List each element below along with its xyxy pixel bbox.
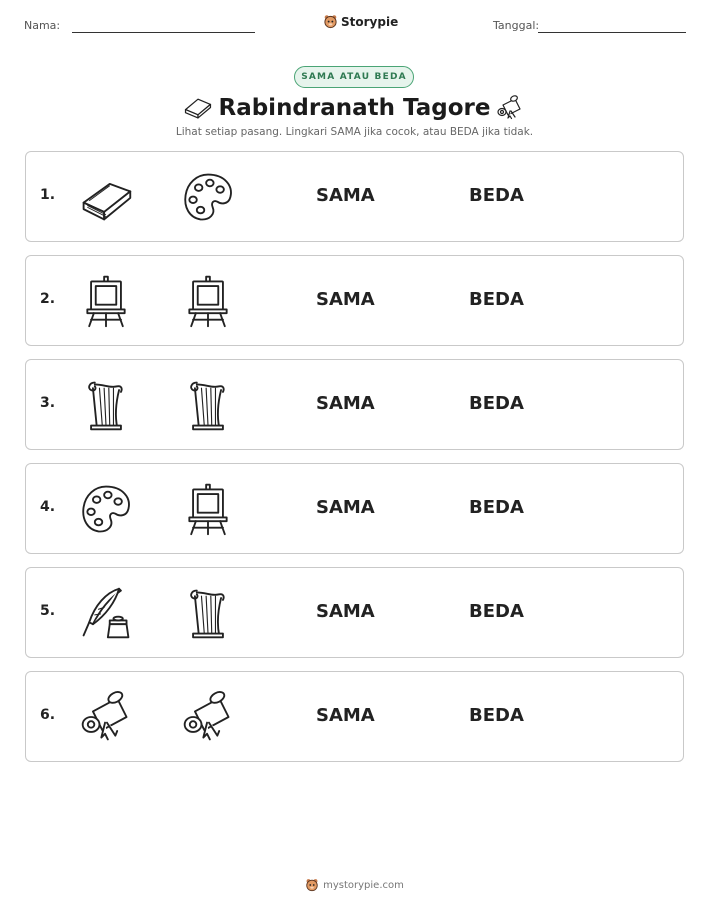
option-same[interactable]: SAMA [316, 705, 375, 726]
date-line[interactable] [538, 32, 686, 33]
book-icon [78, 169, 134, 225]
option-different[interactable]: BEDA [469, 497, 524, 518]
option-same[interactable]: SAMA [316, 393, 375, 414]
option-different[interactable]: BEDA [469, 705, 524, 726]
badge-label: SAMA ATAU BEDA [301, 72, 407, 82]
brand-name: Storypie [341, 14, 399, 29]
scroll-icon [78, 689, 134, 745]
palette-icon [180, 169, 236, 225]
harp-icon [78, 377, 134, 433]
question-number: 3. [40, 395, 56, 411]
footer [0, 878, 709, 892]
question-number: 6. [40, 707, 56, 723]
option-same[interactable]: SAMA [316, 289, 375, 310]
question-row [25, 255, 684, 346]
option-same[interactable]: SAMA [316, 185, 375, 206]
activity-badge [294, 66, 414, 88]
question-number: 2. [40, 291, 56, 307]
instructions: Lihat setiap pasang. Lingkari SAMA jika cocok, atau BEDA jika tidak. [175, 126, 534, 138]
option-different[interactable]: BEDA [469, 289, 524, 310]
date-label: Tanggal: [493, 19, 540, 32]
palette-icon [78, 481, 134, 537]
scroll-icon [180, 689, 236, 745]
option-different[interactable]: BEDA [469, 185, 524, 206]
quill-ink-icon [78, 585, 134, 641]
scroll-icon [494, 94, 526, 126]
question-row [25, 359, 684, 450]
question-row [25, 463, 684, 554]
name-label: Nama: [24, 19, 61, 32]
question-number: 5. [40, 603, 56, 619]
question-row [25, 671, 684, 762]
footer-url[interactable]: mystorypie.com [323, 879, 404, 891]
question-row [25, 151, 684, 242]
option-same[interactable]: SAMA [316, 601, 375, 622]
brand-logo [323, 14, 398, 29]
option-different[interactable]: BEDA [469, 393, 524, 414]
question-number: 4. [40, 499, 56, 515]
question-number: 1. [40, 187, 56, 203]
easel-icon [180, 273, 236, 329]
harp-icon [180, 377, 236, 433]
easel-icon [180, 481, 236, 537]
question-row [25, 567, 684, 658]
title-row [0, 92, 709, 124]
mascot-icon [305, 878, 319, 892]
name-line[interactable] [72, 32, 255, 33]
harp-icon [180, 585, 236, 641]
easel-icon [78, 273, 134, 329]
option-same[interactable]: SAMA [316, 497, 375, 518]
option-different[interactable]: BEDA [469, 601, 524, 622]
mascot-icon [323, 14, 338, 29]
page-title: Rabindranath Tagore [218, 95, 491, 121]
